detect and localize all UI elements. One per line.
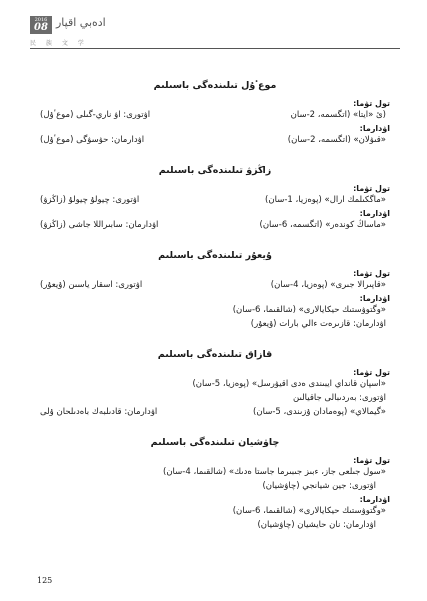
entry-translator: اۋدارمان: قازىرەت ءالي بارات (ۇيعۇر) <box>250 319 386 329</box>
entry-work: «قاپىرالا جىرى» (پوەزيا، 4-سان) <box>270 280 386 290</box>
entry-work: «قىۋلان» (اتگسمە، 2-سان) <box>287 135 386 145</box>
section-title: ۇيعۇر تىلىندەگى باسىلىم <box>158 250 272 261</box>
entry-work: «ماگكىلمك ارال» (پوەزيا، 1-سان) <box>265 195 386 205</box>
entry-work: (ئ «ايتا» (اتگسمە، 2-سان <box>290 110 386 120</box>
section-title: موعٴۇل تىلىندەگى باسىلىم <box>153 80 277 91</box>
entry-author: اۋتورى: چيولۇ چيولۇ (زاڭزۋ) <box>40 195 140 205</box>
entry-author: اۋتورى: اسقار ياسىن (ۇيعۇر) <box>40 280 143 290</box>
entry-work: «ماساڭ كوندەر» (اتگسمە، 6-سان) <box>259 220 386 230</box>
publication-list <box>40 58 390 534</box>
section-title: چاۋشيان تىلىندەگى باسىلىم <box>150 437 280 448</box>
entry-work: «وگتوۋستىك حيكايالارى» (شالقىما، 6-سان) <box>232 506 386 516</box>
header-divider <box>30 48 400 49</box>
entry-row <box>40 135 390 145</box>
block-label: تول تۋما: <box>353 368 390 377</box>
entry-work: «سول جىلعى جاز، ءبىز جىبىرما جاستا ەدىك» (شالقىما، 4-سان) <box>163 467 386 477</box>
block-label: اۋدارما: <box>359 209 390 218</box>
entry-row <box>40 280 390 290</box>
entry-work: «گيمالاي» (پوەمادان ۇزىندى، 5-سان) <box>253 407 386 417</box>
entry-row <box>40 220 390 230</box>
logo-issue-number: 08 <box>34 22 48 33</box>
entry-row <box>40 195 390 205</box>
block-label: تول تۋما: <box>353 99 390 108</box>
entry-row <box>40 407 390 417</box>
block-label: تول تۋما: <box>353 184 390 193</box>
logo-year: 2016 <box>34 17 48 23</box>
section-title: قازاق تىلىندەگى باسىلىم <box>157 349 273 360</box>
block-label: اۋدارما: <box>359 495 390 504</box>
entry-author: اۋتورى: جين شيانجي (چاۋشيان) <box>262 481 376 491</box>
block-label: اۋدارما: <box>359 124 390 133</box>
entry-work: «اسپان قانداي ايبىندى ەدى اقيۋرسل» (پوەزيا، 5-سان) <box>192 379 386 389</box>
block-label: تول تۋما: <box>353 269 390 278</box>
entry-row <box>40 110 390 120</box>
entry-translator: اۋدارمان: قادىلبەك باەدىلحان ۇلى <box>40 407 158 417</box>
journal-subtitle: 民 族 文 学 <box>30 40 88 47</box>
section-title: زاڭزۋ تىلىندەگى باسىلىم <box>158 165 272 176</box>
entry-work: «وگتوۋستىك حيكايالارى» (شالقىما، 6-سان) <box>232 305 386 315</box>
entry-translator: اۋدارمان: حۋسۋگى (موعٴۇل) <box>40 135 145 145</box>
block-label: اۋدارما: <box>359 294 390 303</box>
entry-author: اۋتورى: اۋ ناري-گىلى (موعٴۇل) <box>40 110 151 120</box>
entry-translator: اۋدارمان: سابىراللا جاشى (زاڭزۋ) <box>40 220 159 230</box>
journal-logo <box>30 16 52 34</box>
entry-author: اۋتورى: بەردىبالى جاقيالىن <box>293 393 386 403</box>
journal-title: ادەبي اقپار <box>56 16 106 29</box>
page-number: 125 <box>37 576 53 585</box>
journal-header <box>30 10 150 50</box>
entry-translator: اۋدارمان: نان حايشيان (چاۋشيان) <box>257 520 376 530</box>
block-label: تول تۋما: <box>353 456 390 465</box>
